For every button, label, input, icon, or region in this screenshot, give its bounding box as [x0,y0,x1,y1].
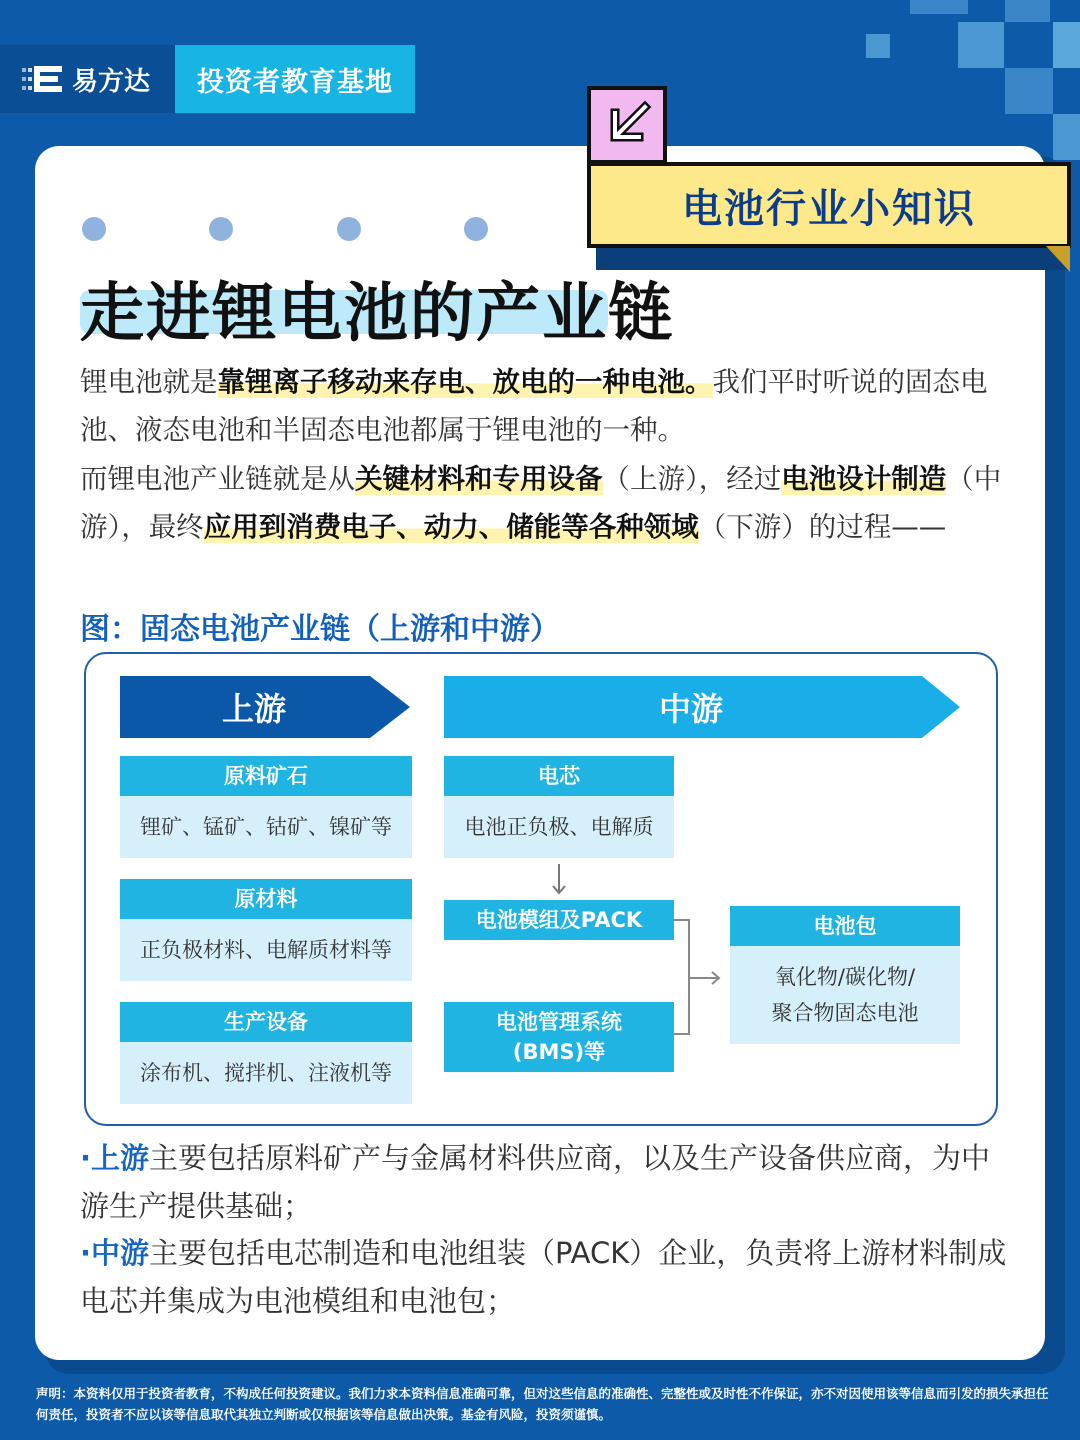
topic-badge: 电池行业小知识 [587,162,1071,248]
battery-pack-box-head: 电池包 [730,906,960,946]
text: （上游），经过 [602,463,782,495]
cell-box-body: 电池正负极、电解质 [444,796,674,858]
decor-dot [337,217,361,241]
upstream-box-body: 锂矿、锰矿、钴矿、镍矿等 [120,796,412,858]
decor-square [958,22,1004,68]
bullet-midstream [80,1229,1010,1325]
battery-pack-box-body [730,946,960,1044]
pack-body-line-2: 聚合物固态电池 [771,1001,919,1025]
arrow-down-icon [549,864,569,896]
disclaimer: 声明：本资料仅用于投资者教育，不构成任何投资建议。我们力求本资料信息准确可靠，但对这些信息的准确性、完整性或及时性不作保证，亦不对因使用该等信息而引发的损失承担任何责任，投资者不应以该等信息取代其独立判断或仅根据该等信息做出决策。基金有风险，投资须谨慎。 [36,1386,1049,1422]
bullet-upstream [80,1134,1010,1230]
decor-dot [209,217,233,241]
decor-square [866,34,890,58]
text: （中游），最终 [80,463,1002,543]
upstream-label: 上游 [221,690,286,728]
text: 锂电池就是 [80,366,218,398]
upstream-box-body: 正负极材料、电解质材料等 [120,919,412,981]
upstream-box-head: 原料矿石 [120,756,412,796]
bms-line-2: (BMS)等 [512,1040,606,1064]
module-pack-box: 电池模组及PACK [444,900,674,940]
decor-square [910,0,968,14]
decor-square [1053,114,1080,160]
text: （下游）的过程—— [698,511,947,543]
brand-bar [0,45,175,113]
bullet-key: ·中游 [80,1236,150,1270]
bms-box [444,1002,674,1072]
connector-lines [674,914,734,1040]
decor-square [1005,68,1053,114]
text: 我们平时听说的固态电池、液态电池和半固态电池都属于锂电池的一种。 [80,366,988,446]
decor-square [1053,22,1080,68]
efunds-logo-icon [22,66,66,92]
cell-box-head: 电芯 [444,756,674,796]
text: 而锂电池产业链就是从 [80,463,355,495]
decor-dot [82,217,106,241]
investor-education-tab[interactable]: 投资者教育基地 [175,45,415,113]
decor-dot [464,217,488,241]
arrow-down-left-icon [599,97,655,153]
highlight-text: 靠锂离子移动来存电、放电的一种电池。 [217,366,713,398]
pack-body-line-1: 氧化物/碳化物/ [774,965,916,989]
page-title: 走进锂电池的产业链 [80,277,674,351]
arrow-badge [587,86,667,164]
badge-fold [1046,246,1070,272]
bullet-key: ·上游 [80,1141,150,1175]
bms-line-1: 电池管理系统 [496,1010,622,1034]
bullet-text: 主要包括电芯制造和电池组装（PACK）企业，负责将上游材料制成电芯并集成为电池模组和电池包； [80,1236,1007,1318]
upstream-box-head: 生产设备 [120,1002,412,1042]
bullet-text: 主要包括原料矿产与金属材料供应商，以及生产设备供应商，为中游生产提供基础； [80,1141,991,1223]
intro-paragraph-2 [80,455,1010,551]
midstream-label: 中游 [658,690,723,728]
brand-name: 易方达 [72,66,151,97]
upstream-box-body: 涂布机、搅拌机、注液机等 [120,1042,412,1104]
decor-square [1005,0,1050,22]
industry-chain-diagram [84,652,998,1126]
upstream-box-head: 原材料 [120,879,412,919]
highlight-text: 关键材料和专用设备 [355,463,603,495]
intro-paragraph-1 [80,358,1010,454]
figure-title: 图：固态电池产业链（上游和中游） [80,612,560,647]
highlight-text: 电池设计制造 [781,463,947,495]
highlight-text: 应用到消费电子、动力、储能等各种领域 [203,511,699,543]
